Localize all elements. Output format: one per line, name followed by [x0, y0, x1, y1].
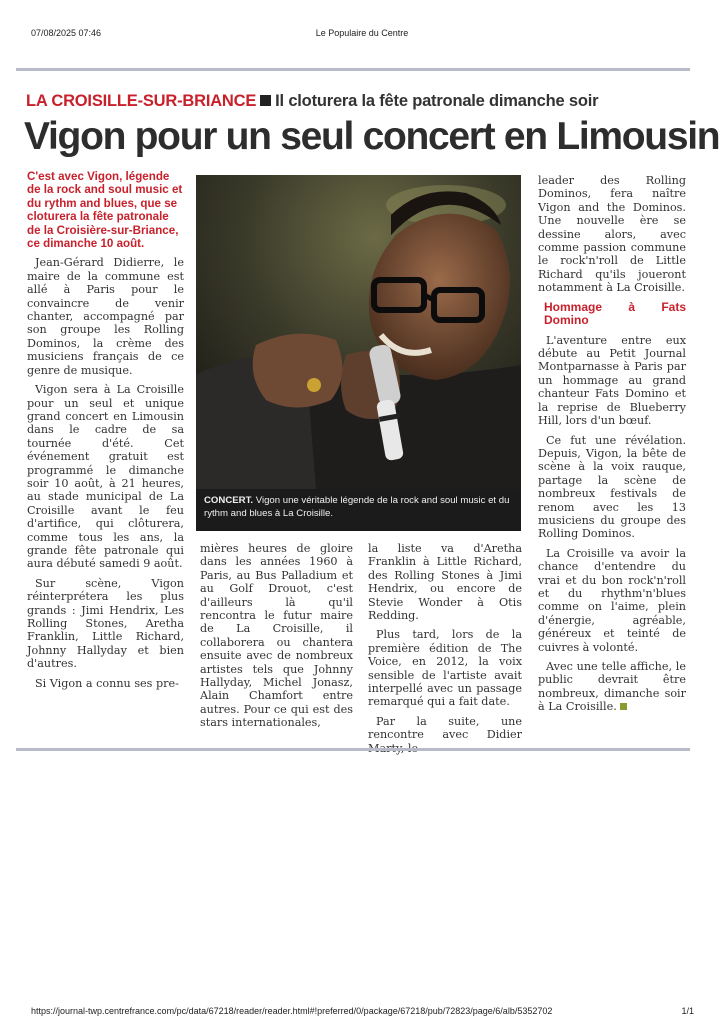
bottom-rule	[16, 748, 690, 751]
print-footer	[0, 1006, 724, 1020]
article-headline: Vigon pour un seul concert en Limousin	[24, 115, 720, 158]
caption-label: CONCERT.	[204, 495, 254, 506]
paragraph: la liste va d'Aretha Franklin à Little Richard, des Rolling Stones à Jimi Hendrix, ou encore de Stevie Wonder à Otis Redding.	[368, 542, 522, 623]
article-lead: C'est avec Vigon, légende de la rock and soul music et du rythm and blues, que se cloturera la fête patronale de la Croisière-sur-Briance, ce dimanche 10 août.	[27, 170, 183, 251]
singer-photo-image	[196, 175, 521, 489]
paragraph: Jean-Gérard Didierre, le maire de la commune est allé à Paris pour le convaincre de venir chanter, accompagné par son groupe les Rolling Dominos, la crème des musiciens français de ce genre de musique.	[27, 256, 184, 377]
paragraph: mières heures de gloire dans les années 1960 à Paris, au Bus Palladium et au Golf Drouot, c'est d'ailleurs là qu'il rencontra le futur maire de La Croisille, il collaborera ou chantera ensuite avec de nombreux artistes tels que Johnny Hallyday, Michel Jonasz, Alain Chamfort entre autres. Pour ce qui est des stars internationales,	[200, 542, 353, 730]
paragraph: Sur scène, Vigon réinterprétera les plus grands : Jimi Hendrix, Les Rolling Stones, Aretha Franklin, Little Richard, Johnny Hallyday et bien d'autres.	[27, 576, 184, 671]
paragraph: leader des Rolling Dominos, fera naître Vigon and the Dominos. Une nouvelle ère se dessine alors, avec comme passion commune le rock'n'roll de Little Richard qu'ils joueront notamment à La Croisille.	[538, 174, 686, 295]
print-header	[0, 28, 724, 42]
kicker-subheadline: Il cloturera la fête patronale dimanche soir	[275, 92, 599, 110]
top-rule	[16, 68, 690, 71]
intertitle: Hommage à Fats Domino	[544, 299, 686, 328]
column-2	[200, 542, 353, 736]
photo-caption	[196, 489, 521, 531]
paragraph: Vigon sera à La Croisille pour un seul et unique grand concert en Limousin dans le cadre de sa tournée d'été. Cet événement gratuit est programmé le dimanche soir 10 août, à 21 heures, au stade municipal de La Croisille avant le feu d'artifice, qui clôturera, comme tous les ans, la grande fête patronale qui aura débuté samedi 9 août.	[27, 383, 184, 571]
paragraph: Par la suite, une rencontre avec Didier	[368, 714, 522, 742]
caption-text: Vigon une véritable légende de la rock and soul music et du rythm and blues à La Croisille.	[204, 495, 510, 519]
column-4	[538, 174, 686, 720]
paragraph: L'aventure entre eux débute au Petit Journal Montparnasse à Paris par un hommage au grand chanteur Fats Domino et la reprise de Blueberry Hill, lors d'un bœuf.	[538, 333, 686, 428]
column-3	[368, 542, 522, 761]
closing-text: Avec une telle affiche, le public devrait être nombreux, dimanche soir à La Croisille.	[538, 660, 686, 714]
article-photo	[196, 175, 521, 489]
end-of-article-icon	[620, 703, 627, 710]
print-datetime: 07/08/2025 07:46	[31, 28, 102, 38]
paragraph: Ce fut une révélation. Depuis, Vigon, la bête de scène à la voix rauque, partage la scène de nombreux festivals de renom avec les 13 musiciens du groupe des Rolling Dominos.	[538, 433, 686, 541]
kicker	[26, 92, 598, 111]
paragraph: La Croisille va avoir la chance d'entendre du vrai et du bon rock'n'roll et du rhythm'n'blues comme on l'aime, plein d'énergie, agréable, généreux et teinté de cuivres à volonté.	[538, 546, 686, 654]
column-1	[27, 170, 184, 696]
paragraph: Si Vigon a connu ses pre-	[35, 676, 179, 690]
paragraph-last	[538, 660, 686, 714]
kicker-location: LA CROISILLE-SUR-BRIANCE	[26, 92, 257, 110]
square-bullet-icon	[260, 95, 271, 106]
print-url: https://journal-twp.centrefrance.com/pc/data/67218/reader/reader.html#!preferred/0/package/67218/pub/72823/page/6/alb/5352702	[31, 1006, 553, 1016]
print-title: Le Populaire du Centre	[315, 28, 409, 38]
page-count: 1/1	[681, 1006, 694, 1016]
paragraph: Plus tard, lors de la première édition de The Voice, en 2012, la voix sensible de l'artiste avait interpellé avec un passage remarqué qui a fait date.	[368, 628, 522, 709]
